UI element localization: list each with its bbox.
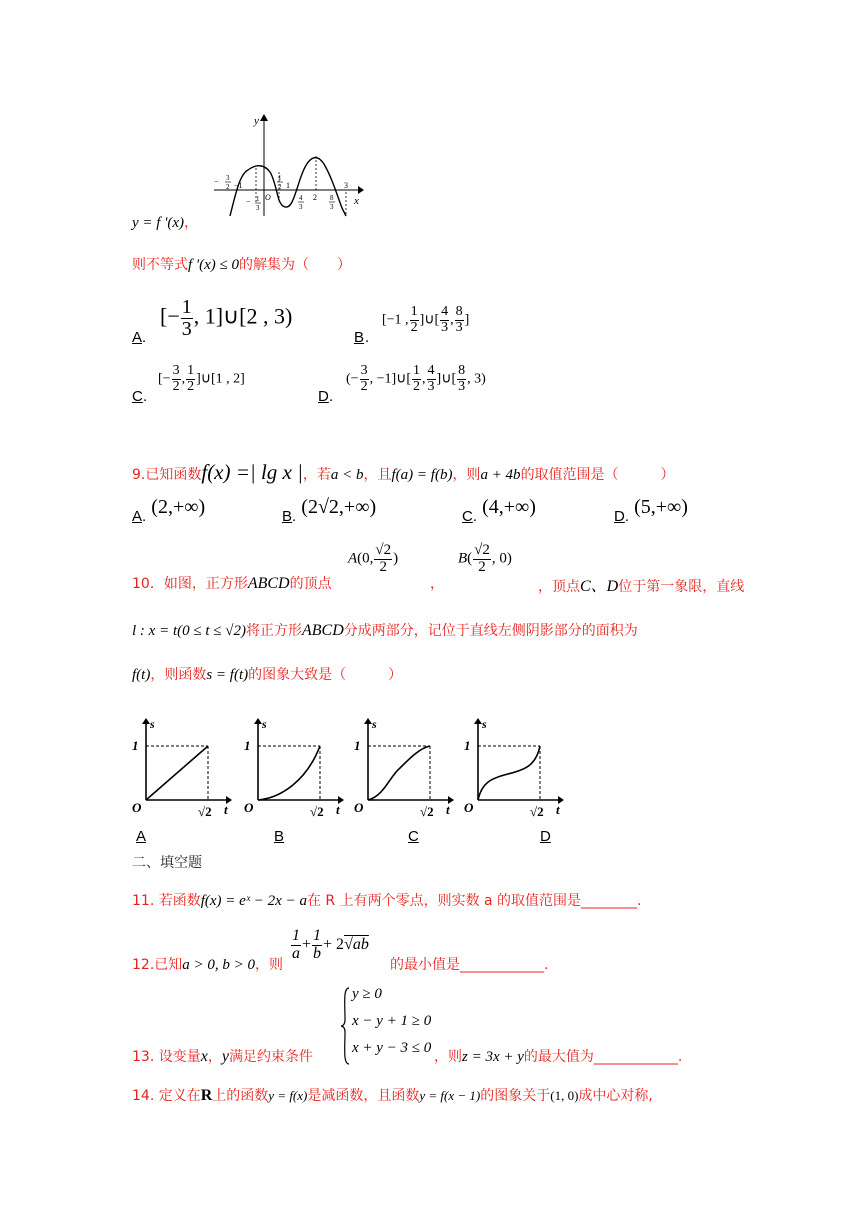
svg-text:√2: √2	[310, 804, 324, 819]
q9-option-b[interactable]: B. (2√2,+∞)	[282, 496, 377, 525]
svg-text:3: 3	[299, 203, 303, 211]
q12-expression: $\frac{1}{a}$ + $\frac{1}{b}$ + 2√ab	[292, 927, 369, 962]
q10-label-d: D	[540, 828, 551, 845]
svg-text:O: O	[354, 800, 364, 815]
q9-stem: 9.已知函数f(x) =| lg x |，若a < b，且f(a) = f(b)，则a + 4b的取值范围是（ ）	[132, 460, 675, 484]
svg-text:t: t	[224, 802, 228, 817]
svg-text:s: s	[262, 717, 267, 731]
q10-line1b: ，顶点C、D位于第一象限，直线	[538, 578, 745, 595]
q9-option-c[interactable]: C. (4,+∞)	[462, 496, 536, 525]
q10-line1: 10．如图，正方形ABCD的顶点	[132, 575, 332, 592]
q12-post: 的最小值是____________.	[390, 957, 549, 973]
svg-text:2: 2	[278, 183, 282, 191]
svg-text:s: s	[482, 717, 487, 731]
svg-text:1: 1	[354, 738, 361, 753]
q13-tail: ，则z = 3x + y的最大值为____________.	[434, 1049, 683, 1065]
svg-text:1: 1	[256, 195, 260, 203]
svg-text:O: O	[132, 800, 142, 815]
svg-text:1: 1	[464, 738, 471, 753]
svg-text:1: 1	[132, 738, 139, 753]
svg-text:O: O	[244, 800, 254, 815]
svg-text:√2: √2	[198, 804, 212, 819]
q8-stem: 则不等式f '(x) ≤ 0的解集为（ ）	[132, 257, 352, 273]
svg-text:−: −	[246, 197, 251, 206]
svg-text:1: 1	[286, 181, 290, 190]
svg-text:s: s	[372, 717, 377, 731]
q10-label-c: C	[408, 828, 419, 845]
q10-point-a: A(0, $\frac{√2}{2}$ )	[348, 542, 399, 575]
q10-line3: f(t)，则函数s = f(t)的图象大致是（ ）	[132, 667, 403, 683]
q10-label-b: B	[274, 828, 285, 845]
q11: 11. 若函数f(x) = eˣ − 2x − a在 R 上有两个零点，则实数 a 的取值范围是________.	[132, 893, 642, 909]
axis-y-label: y	[254, 115, 259, 127]
svg-text:−1: −1	[234, 181, 243, 190]
q10-graph-c[interactable]	[350, 716, 454, 820]
svg-text:8: 8	[330, 194, 334, 202]
svg-text:1: 1	[278, 174, 282, 182]
q10-graph-b[interactable]	[240, 716, 344, 820]
svg-text:−: −	[214, 177, 219, 186]
svg-text:4: 4	[299, 194, 303, 202]
q10-graph-a[interactable]	[128, 716, 232, 820]
svg-text:√2: √2	[420, 804, 434, 819]
q12-pre: 12.已知a > 0, b > 0，则	[132, 957, 284, 973]
svg-text:3: 3	[256, 204, 260, 212]
svg-text:3: 3	[330, 203, 334, 211]
svg-text:1: 1	[244, 738, 251, 753]
q13-stem: 13. 设变量x，y满足约束条件	[132, 1048, 313, 1065]
svg-text:O: O	[464, 800, 474, 815]
svg-text:t: t	[446, 802, 450, 817]
q8-function: y = f '(x)，	[132, 215, 199, 231]
svg-text:2: 2	[313, 193, 317, 202]
q9-option-a[interactable]: A. (2,+∞)	[132, 496, 206, 525]
svg-text:3: 3	[226, 174, 230, 182]
svg-text:t: t	[556, 802, 560, 817]
svg-text:t: t	[336, 802, 340, 817]
q9-option-d[interactable]: D. (5,+∞)	[614, 496, 688, 525]
derivative-graph	[212, 112, 364, 218]
svg-text:s: s	[150, 717, 155, 731]
q14: 14. 定义在R上的函数y = f(x)是减函数，且函数y = f(x − 1)的图象关于(1, 0)成中心对称,	[132, 1087, 653, 1104]
svg-text:√2: √2	[530, 804, 544, 819]
axis-x-label: x	[354, 195, 359, 207]
q10-graph-d[interactable]	[460, 716, 564, 820]
svg-text:2: 2	[226, 183, 230, 191]
svg-text:3: 3	[344, 181, 348, 190]
q10-point-b: B( $\frac{√2}{2}$ , 0)	[458, 542, 512, 575]
section-heading: 二、填空题	[132, 855, 202, 871]
origin-label: O	[265, 193, 271, 202]
q10-line2: l : x = t(0 ≤ t ≤ √2)将正方形ABCD分成两部分，记位于直线左侧阴影部分的面积为	[132, 622, 638, 639]
q10-label-a: A	[136, 828, 147, 845]
